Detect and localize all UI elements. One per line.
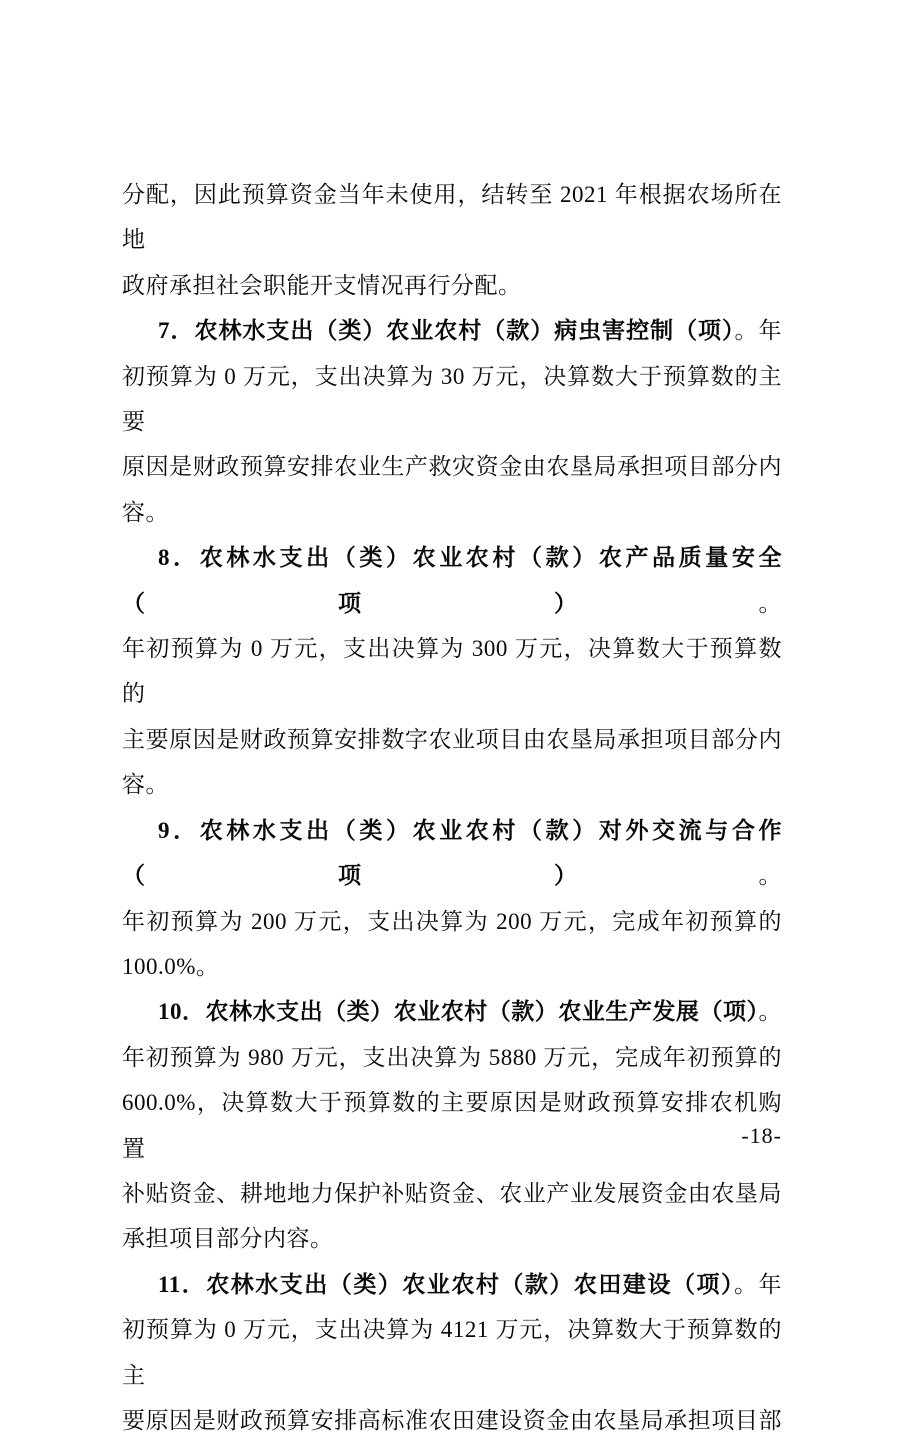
text-line [122,1398,782,1443]
text-line [122,444,782,489]
document-body [122,172,782,1443]
body-text: 。 [758,590,782,616]
text-line [122,490,782,535]
text-line [122,626,782,717]
body-text: 政府承担社会职能开支情况再行分配。 [122,272,522,298]
body-text: 600.0%，决算数大于预算数的主要原因是财政预算安排农机购置 [122,1090,782,1161]
body-text: 主要原因是财政预算安排数字农业项目由农垦局承担项目部分内 [122,726,782,752]
text-line [122,354,782,445]
heading-text: 11．农林水支出（类）农业农村（款）农田建设（项） [158,1271,734,1297]
text-line [122,172,782,263]
body-text: 承担项目部分内容。 [122,1226,334,1252]
heading-text: 10．农林水支出（类）农业农村（款）农业生产发展（项） [158,999,759,1025]
heading-text: 8．农林水支出（类）农业农村（款）农产品质量安全（项） [122,545,782,616]
body-text: 初预算为 0 万元，支出决算为 30 万元，决算数大于预算数的主要 [122,363,782,435]
body-text: 100.0%。 [122,953,220,979]
text-line [122,263,782,308]
body-text: 初预算为 0 万元，支出决算为 4121 万元，决算数大于预算数的主 [122,1317,782,1388]
text-line [122,1307,782,1398]
paragraph [122,1262,782,1443]
text-line [122,717,782,762]
body-text: 要原因是财政预算安排高标准农田建设资金由农垦局承担项目部 [122,1407,782,1433]
text-line [122,899,782,944]
heading-text: 9．农林水支出（类）农业农村（款）对外交流与合作（项） [122,817,782,889]
text-line [122,1035,782,1080]
heading-text: 7．农林水支出（类）农业农村（款）病虫害控制（项） [158,318,735,344]
body-text: 年初预算为 200 万元，支出决算为 200 万元，完成年初预算的 [122,908,782,934]
text-line [122,1080,782,1171]
text-line [122,944,782,989]
body-text: 。年 [734,1271,783,1297]
body-text: 容。 [122,772,169,798]
text-line [122,989,782,1034]
paragraph [122,308,782,535]
body-text: 年初预算为 980 万元，支出决算为 5880 万元，完成年初预算的 [122,1044,782,1070]
body-text: 补贴资金、耕地地力保护补贴资金、农业产业发展资金由农垦局 [122,1180,782,1206]
paragraph [122,808,782,990]
body-text: 分配，因此预算资金当年未使用，结转至 2021 年根据农场所在地 [122,182,782,253]
body-text: 。 [758,999,782,1025]
page-number: -18- [741,1123,782,1148]
text-line [122,808,782,899]
text-line [122,1171,782,1216]
paragraph [122,535,782,807]
body-text: 。年 [734,318,783,344]
paragraph [122,172,782,308]
body-text: 容。 [122,499,169,525]
body-text: 。 [758,863,782,889]
body-text: 原因是财政预算安排农业生产救灾资金由农垦局承担项目部分内 [122,454,782,480]
text-line [122,762,782,807]
text-line [122,1262,782,1307]
paragraph [122,989,782,1261]
text-line [122,308,782,353]
text-line [122,1216,782,1261]
text-line [122,535,782,626]
body-text: 年初预算为 0 万元，支出决算为 300 万元，决算数大于预算数的 [122,636,782,707]
